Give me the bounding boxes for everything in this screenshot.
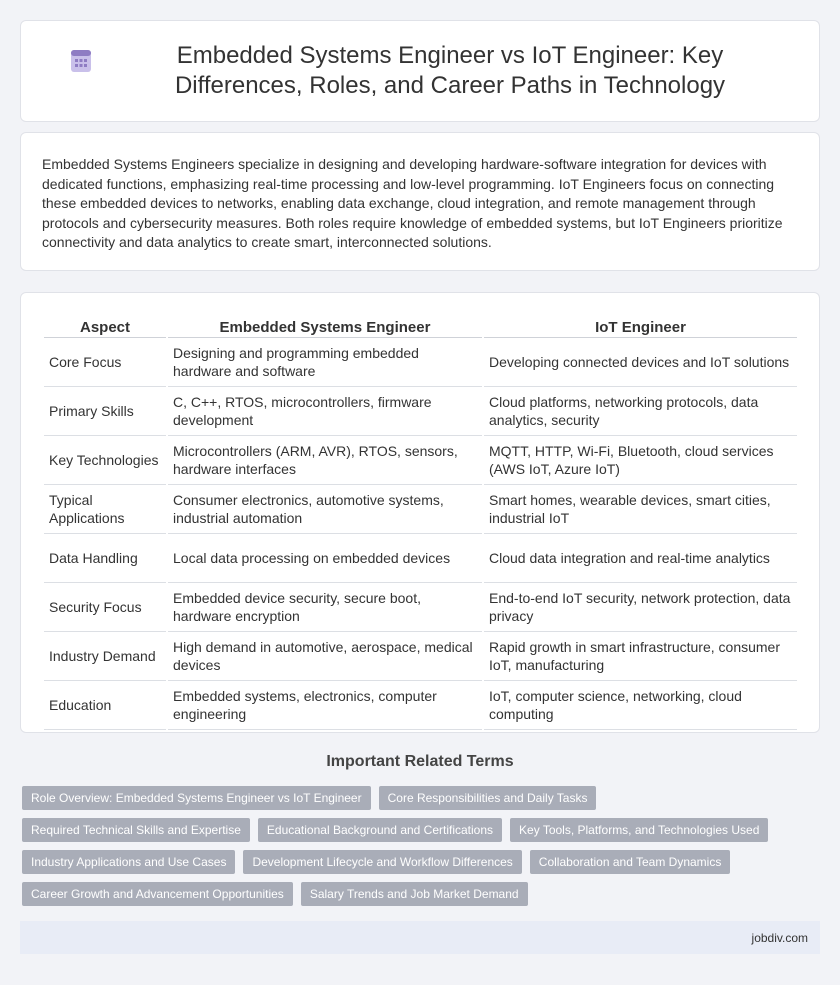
related-terms-heading: Important Related Terms	[326, 753, 514, 770]
intro-paragraph: Embedded Systems Engineers specialize in designing and developing hardware-software integration for devices with dedicated functions, emphasizing real-time processing and low-level programming. IoT Engineers focus on connecting these embedded devices to networks, enabling data exchange, cloud integration, and remote management through protocols and cybersecurity measures. Both roles require knowledge of embedded systems, but IoT Engineers prioritize connectivity and data analytics to create smart, interconnected solutions.	[42, 156, 783, 251]
intro-card	[20, 132, 820, 271]
header-aspect: Aspect	[44, 315, 166, 338]
header-embedded: Embedded Systems Engineer	[168, 315, 482, 338]
row-embedded: Microcontrollers (ARM, AVR), RTOS, sensors, hardware interfaces	[168, 436, 482, 485]
row-aspect: Education	[44, 681, 166, 730]
row-iot: MQTT, HTTP, Wi-Fi, Bluetooth, cloud services (AWS IoT, Azure IoT)	[484, 436, 797, 485]
related-terms-list	[22, 786, 822, 914]
row-iot: Developing connected devices and IoT solutions	[484, 338, 797, 387]
table-row	[44, 632, 797, 681]
related-term-tag[interactable]: Key Tools, Platforms, and Technologies Used	[510, 818, 768, 842]
footer-site-link[interactable]: jobdiv.com	[751, 930, 808, 945]
related-term-tag[interactable]: Core Responsibilities and Daily Tasks	[379, 786, 597, 810]
related-term-tag[interactable]: Industry Applications and Use Cases	[22, 850, 235, 874]
row-aspect: Key Technologies	[44, 436, 166, 485]
row-aspect: Data Handling	[44, 534, 166, 583]
row-iot: End-to-end IoT security, network protection, data privacy	[484, 583, 797, 632]
related-term-tag[interactable]: Career Growth and Advancement Opportunities	[22, 882, 293, 906]
related-term-tag[interactable]: Salary Trends and Job Market Demand	[301, 882, 528, 906]
related-term-tag[interactable]: Development Lifecycle and Workflow Differences	[243, 850, 521, 874]
row-iot: Rapid growth in smart infrastructure, consumer IoT, manufacturing	[484, 632, 797, 681]
title-card	[20, 20, 820, 122]
table-row	[44, 436, 797, 485]
header-iot: IoT Engineer	[484, 315, 797, 338]
related-term-tag[interactable]: Role Overview: Embedded Systems Engineer vs IoT Engineer	[22, 786, 371, 810]
row-embedded: Embedded systems, electronics, computer engineering	[168, 681, 482, 730]
row-embedded: High demand in automotive, aerospace, medical devices	[168, 632, 482, 681]
row-iot: Cloud data integration and real-time analytics	[484, 534, 797, 583]
table-row	[44, 681, 797, 730]
related-term-tag[interactable]: Required Technical Skills and Expertise	[22, 818, 250, 842]
table-row	[44, 485, 797, 534]
row-aspect: Security Focus	[44, 583, 166, 632]
row-aspect: Industry Demand	[44, 632, 166, 681]
row-aspect: Primary Skills	[44, 387, 166, 436]
table-row	[44, 534, 797, 583]
row-aspect: Typical Applications	[44, 485, 166, 534]
table-header-row	[44, 315, 797, 338]
page-title: Embedded Systems Engineer vs IoT Engineer: Key Differences, Roles, and Career Paths in Technology	[174, 42, 726, 99]
comparison-table	[42, 315, 799, 730]
table-row	[44, 583, 797, 632]
related-term-tag[interactable]: Collaboration and Team Dynamics	[530, 850, 731, 874]
table-row	[44, 387, 797, 436]
row-iot: Cloud platforms, networking protocols, data analytics, security	[484, 387, 797, 436]
row-iot: IoT, computer science, networking, cloud computing	[484, 681, 797, 730]
row-embedded: Local data processing on embedded devices	[168, 534, 482, 583]
row-embedded: Embedded device security, secure boot, hardware encryption	[168, 583, 482, 632]
row-iot: Smart homes, wearable devices, smart cities, industrial IoT	[484, 485, 797, 534]
table-row	[44, 338, 797, 387]
related-term-tag[interactable]: Educational Background and Certifications	[258, 818, 502, 842]
row-embedded: Consumer electronics, automotive systems, industrial automation	[168, 485, 482, 534]
comparison-card	[20, 292, 820, 733]
footer	[20, 921, 820, 954]
row-embedded: C, C++, RTOS, microcontrollers, firmware development	[168, 387, 482, 436]
row-embedded: Designing and programming embedded hardware and software	[168, 338, 482, 387]
row-aspect: Core Focus	[44, 338, 166, 387]
